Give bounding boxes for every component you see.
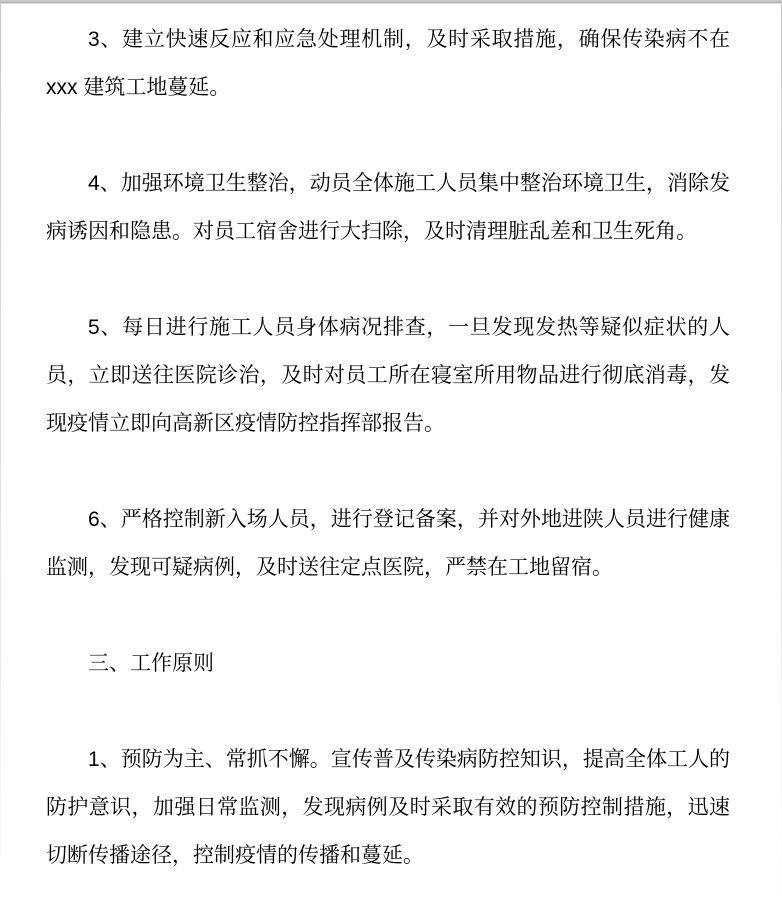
paragraph-item-6: 6、严格控制新入场人员，进行登记备案，并对外地进陕人员进行健康监测，发现可疑病例，及时送往定点医院，严禁在工地留宿。 bbox=[46, 508, 730, 579]
paragraph-item-3: 3、建立快速反应和应急处理机制，及时采取措施，确保传染病不在 xxx 建筑工地蔓延。 bbox=[46, 28, 730, 99]
section-heading-work-principles: 三、工作原则 bbox=[88, 652, 214, 675]
paragraph-principle-1: 1、预防为主、常抓不懈。宣传普及传染病防控知识，提高全体工人的防护意识，加强日常监测，发现病例及时采取有效的预防控制措施，迅速切断传播途径，控制疫情的传播和蔓延。 bbox=[46, 748, 730, 867]
paragraph-item-4: 4、加强环境卫生整治，动员全体施工人员集中整治环境卫生，消除发病诱因和隐患。对员工宿舍进行大扫除，及时清理脏乱差和卫生死角。 bbox=[46, 172, 730, 243]
paragraph-item-5: 5、每日进行施工人员身体病况排查，一旦发现发热等疑似症状的人员，立即送往医院诊治，及时对员工所在寝室所用物品进行彻底消毒，发现疫情立即向高新区疫情防控指挥部报告。 bbox=[46, 316, 730, 435]
document-body bbox=[0, 4, 782, 920]
